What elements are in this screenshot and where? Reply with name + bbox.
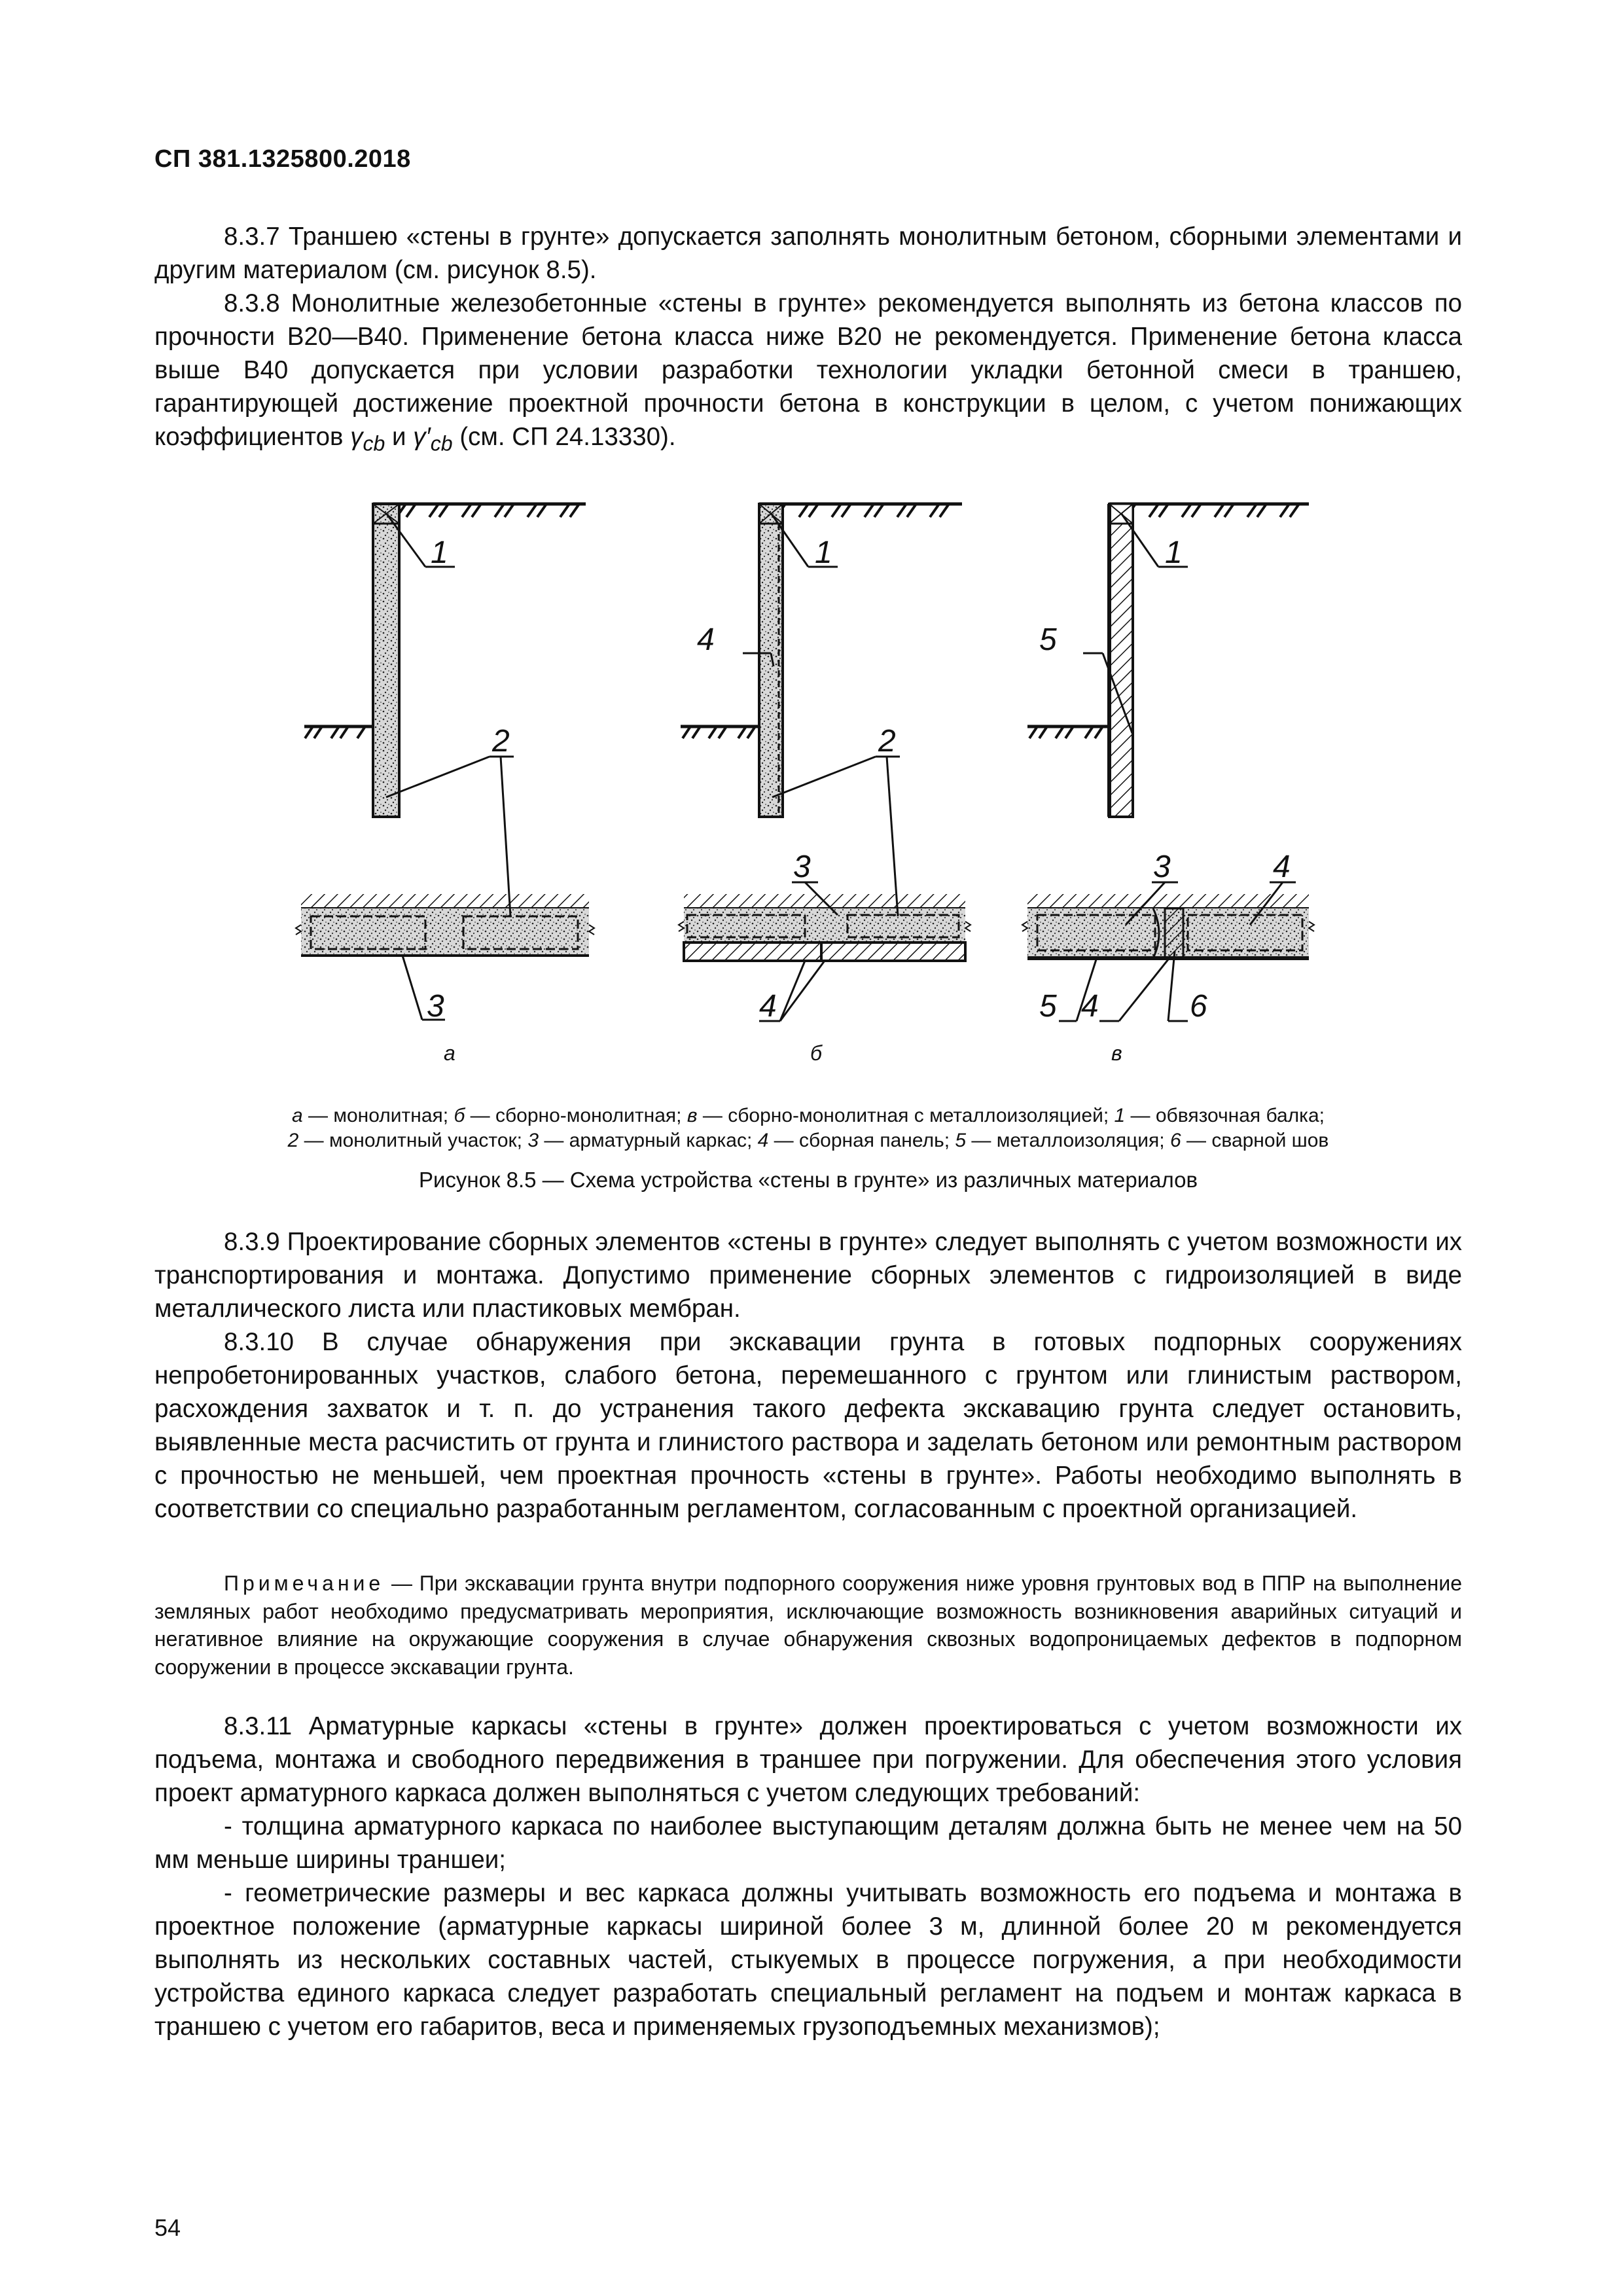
label-1-b: 1	[815, 535, 832, 570]
label-1-v: 1	[1165, 535, 1183, 570]
paragraph-8-3-9: 8.3.9 Проектирование сборных элементов «стены в грунте» следует выполнять с учетом возможности их транспортирования и монтажа. Допустимо применение сборных элементов с гидроизоляцией в виде металлического листа или пластиковых мембран.	[154, 1228, 1462, 1323]
note-label: Примечание	[224, 1571, 385, 1595]
section-8-3-9-10	[154, 1225, 1462, 1526]
sub-label-b: б	[810, 1041, 822, 1065]
label-2-b: 2	[878, 724, 896, 759]
label-3-a: 3	[427, 989, 444, 1024]
document-code: СП 381.1325800.2018	[154, 145, 411, 173]
label-6-v: 6	[1190, 989, 1207, 1024]
label-4-v-top: 4	[1273, 850, 1291, 884]
label-5-v: 5	[1039, 989, 1057, 1024]
section-8-3-11	[154, 1710, 1462, 2043]
page-number: 54	[154, 2214, 181, 2241]
list-item: - толщина арматурного каркаса по наиболее выступающим деталям должна быть не менее чем на 50 мм меньше ширины траншеи;	[154, 1812, 1462, 1874]
note-text: — При экскавации грунта внутри подпорного сооружения ниже уровня грунтовых вод в ППР на выполнение земляных работ необходимо предусматривать мероприятия, исключающие возможность возникновения аварийных ситуаций и негативное влияние на окружающие сооружения в случае обнаружения сквозных водопроницаемых дефектов в подпорном сооружении в процессе экскавации грунта.	[154, 1571, 1462, 1679]
sub-label-a: а	[444, 1041, 455, 1065]
label-4-b: 4	[759, 989, 777, 1024]
label-3-v: 3	[1153, 850, 1171, 884]
figure-caption: Рисунок 8.5 — Схема устройства «стены в грунте» из различных материалов	[418, 1168, 1198, 1192]
label-3-b: 3	[793, 850, 811, 884]
note-paragraph	[154, 1570, 1462, 1681]
paragraph-8-3-10: 8.3.10 В случае обнаружения при экскавации грунта в готовых подпорных сооружениях непробетонированных участков, слабого бетона, перемешанного с грунтом или глинистым раствором, расхождения захваток и т. п. до устранения такого дефекта экскавацию грунта следует остановить, выявленные места расчистить от грунта и глинистого раствора и заделать бетоном или ремонтным раствором с прочностью не меньшей, чем проектная прочность «стены в грунте». Работы необходимо выполнять в соответствии со специально разработанным регламентом, согласованным с проектной организацией.	[154, 1328, 1462, 1523]
sub-label-v: в	[1111, 1041, 1122, 1065]
note-block	[154, 1570, 1462, 1681]
figure-8-5	[288, 490, 1335, 1092]
plan-section-a	[296, 894, 594, 956]
label-1-a: 1	[431, 535, 448, 570]
legend-line-1: а — монолитная; б — сборно-монолитная; в — сборно-монолитная с металлоизоляцией; 1 — обвязочная балка;	[292, 1105, 1325, 1126]
paragraph-8-3-8: 8.3.8 Монолитные железобетонные «стены в грунте» рекомендуется выполнять из бетона классов по прочности В20—В40. Применение бетона класса ниже В20 не рекомендуется. Применение бетона класса выше В40 допускается при условии разработки технологии укладки бетонной смеси в траншею, гарантирующей достижение проектной прочности бетона в конструкции в целом, с учетом понижающих коэффициентов $\gamma_{cb}$ и $\gamma'_{cb}$ (см. СП 24.13330).	[154, 289, 1462, 456]
section-8-3-7-8	[154, 220, 1462, 461]
legend-line-2: 2 — монолитный участок; 3 — арматурный каркас; 4 — сборная панель; 5 — металлоизоляция; 6 — сварной шов	[287, 1130, 1329, 1151]
label-4-v: 4	[1081, 989, 1099, 1024]
label-4-b-vert: 4	[697, 622, 715, 657]
label-5-v-vert: 5	[1039, 622, 1057, 657]
paragraph-8-3-7: 8.3.7 Траншею «стены в грунте» допускается заполнять монолитным бетоном, сборными элементами и другим материалом (см. рисунок 8.5).	[154, 223, 1462, 284]
plan-section-v	[1022, 894, 1314, 958]
plan-section-b	[679, 894, 971, 961]
paragraph-8-3-11: 8.3.11 Арматурные каркасы «стены в грунте» должен проектироваться с учетом возможности их подъема, монтажа и свободного передвижения в траншее при погружении. Для обеспечения этого условия проект арматурного каркаса должен выполняться с учетом следующих требований:	[154, 1712, 1462, 1807]
figure-legend	[154, 1103, 1462, 1153]
list-item: - геометрические размеры и вес каркаса должны учитывать возможность его подъема и монтажа в проектное положение (арматурные каркасы шириной более 3 м, длинной более 20 м рекомендуется выполнять из нескольких составных частей, стыкуемых в процессе погружения, а при необходимости устройства единого каркаса следует разработать специальный регламент на подъем и монтаж каркаса в траншею с учетом его габаритов, веса и применяемых грузоподъемных механизмов);	[154, 1879, 1462, 2041]
label-2-a: 2	[492, 724, 510, 759]
